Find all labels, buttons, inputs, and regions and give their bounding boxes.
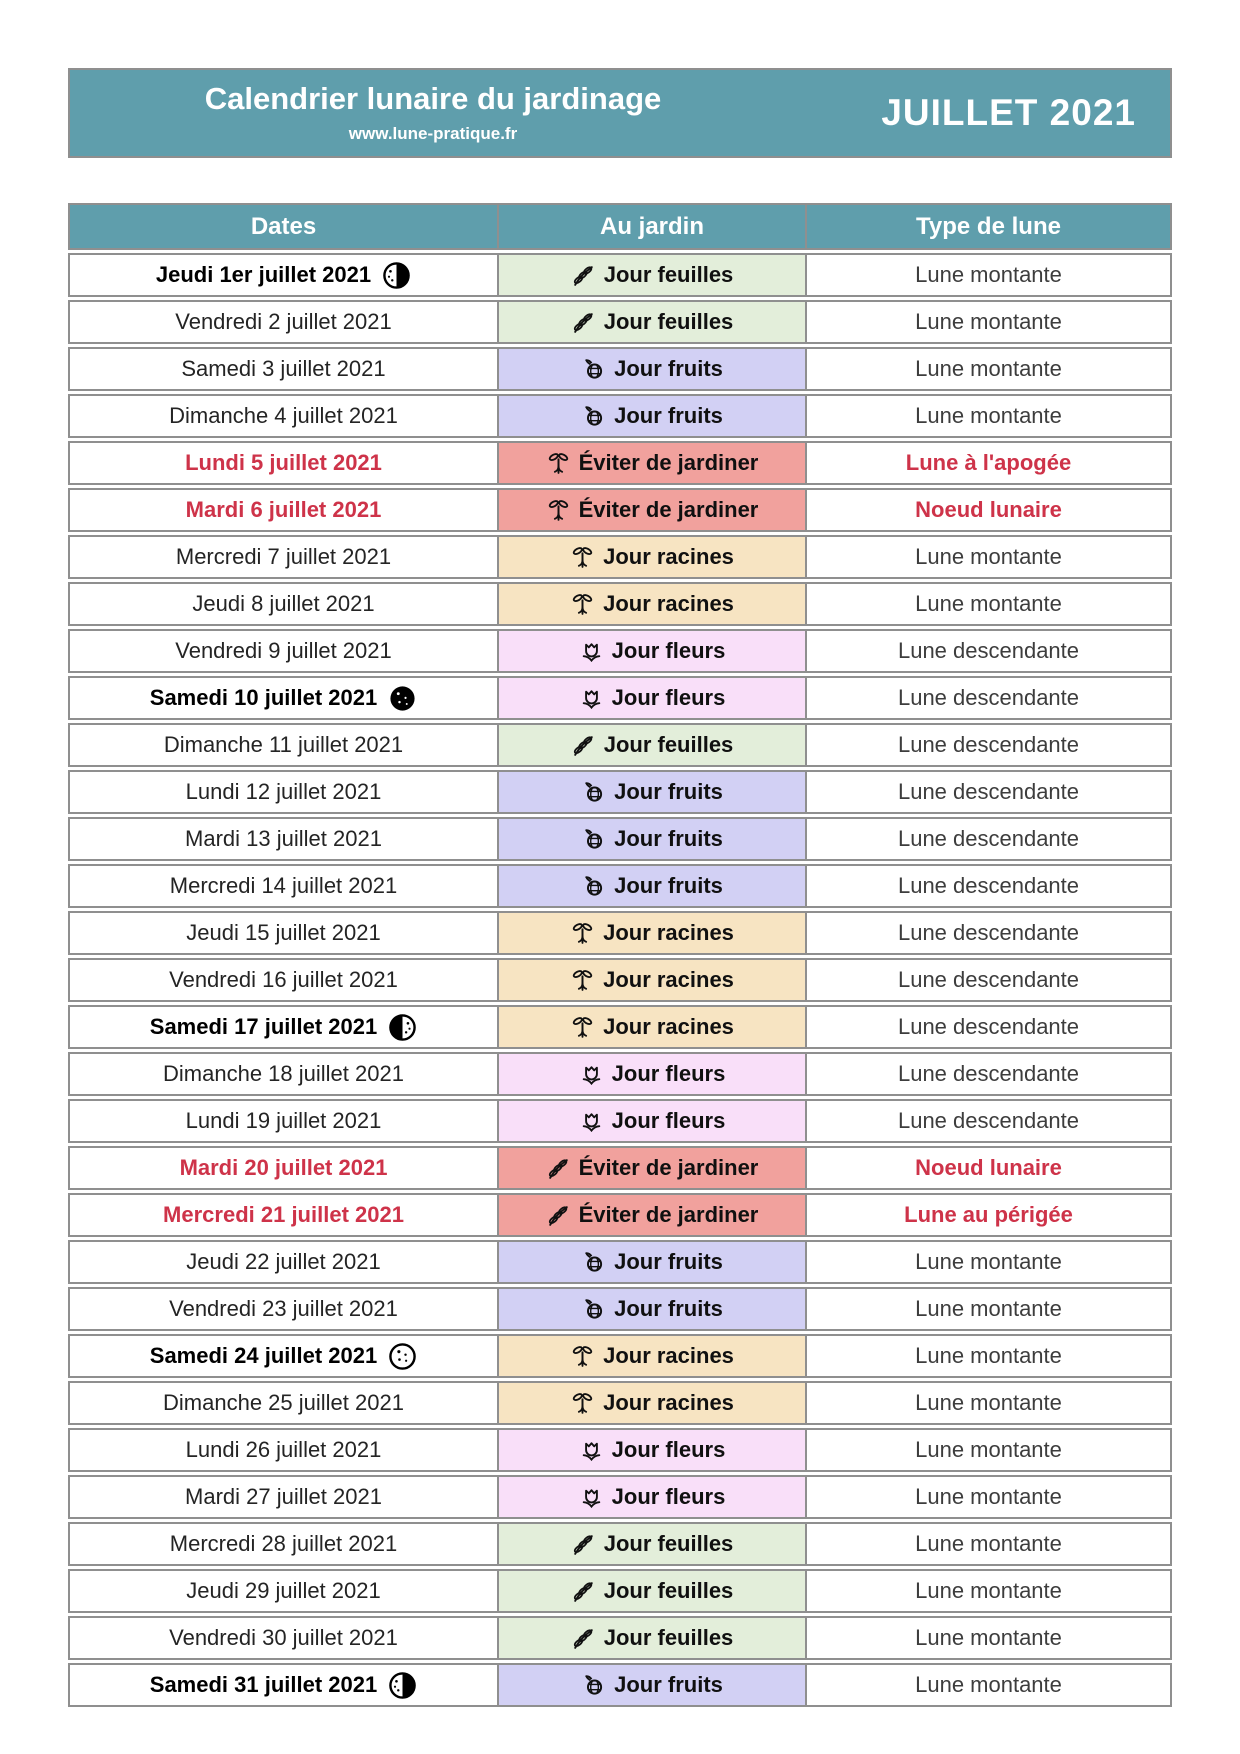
table-row xyxy=(68,958,1172,1002)
garden-label: Éviter de jardiner xyxy=(578,1155,759,1180)
garden-label: Jour racines xyxy=(603,1014,734,1039)
moon-type-label: Noeud lunaire xyxy=(915,1155,1062,1180)
garden-label: Jour fleurs xyxy=(611,638,726,663)
moon-type-cell xyxy=(807,1524,1170,1564)
garden-label: Éviter de jardiner xyxy=(578,1202,759,1227)
last-quarter-moon-icon xyxy=(382,261,411,290)
fruit-icon xyxy=(581,780,606,805)
date-label: Samedi 17 juillet 2021 xyxy=(149,1014,378,1039)
moon-type-cell xyxy=(807,490,1170,530)
garden-cell xyxy=(499,1054,807,1094)
garden-cell xyxy=(499,819,807,859)
date-cell xyxy=(70,772,499,812)
first-quarter-moon-icon xyxy=(388,1013,417,1042)
garden-label: Jour fleurs xyxy=(611,1108,726,1133)
moon-type-cell xyxy=(807,725,1170,765)
calendar-table xyxy=(68,203,1172,1707)
moon-type-cell xyxy=(807,913,1170,953)
table-row xyxy=(68,770,1172,814)
garden-label: Jour racines xyxy=(603,920,734,945)
table-row xyxy=(68,1334,1172,1378)
table-row xyxy=(68,394,1172,438)
moon-type-cell xyxy=(807,1665,1170,1705)
date-label: Vendredi 16 juillet 2021 xyxy=(169,967,398,992)
table-row xyxy=(68,1099,1172,1143)
full-moon-icon xyxy=(388,1342,417,1371)
date-cell xyxy=(70,1242,499,1282)
table-row xyxy=(68,864,1172,908)
new-moon-icon xyxy=(388,684,417,713)
garden-cell xyxy=(499,1477,807,1517)
leaves-icon xyxy=(571,263,596,288)
date-label: Mercredi 7 juillet 2021 xyxy=(175,544,392,569)
date-cell xyxy=(70,584,499,624)
table-row xyxy=(68,1522,1172,1566)
date-label: Jeudi 8 juillet 2021 xyxy=(192,591,375,616)
table-row xyxy=(68,1240,1172,1284)
date-label: Samedi 3 juillet 2021 xyxy=(181,356,386,381)
leaves-icon xyxy=(546,1203,571,1228)
column-header-jardin: Au jardin xyxy=(499,205,807,248)
garden-label: Jour fruits xyxy=(614,403,723,428)
moon-type-cell xyxy=(807,960,1170,1000)
date-cell xyxy=(70,1383,499,1423)
moon-type-cell xyxy=(807,1336,1170,1376)
table-header-row xyxy=(68,203,1172,250)
root-icon xyxy=(546,498,571,523)
fruit-icon xyxy=(581,827,606,852)
moon-type-label: Lune montante xyxy=(915,262,1062,287)
column-header-dates: Dates xyxy=(70,205,499,248)
table-row xyxy=(68,253,1172,297)
date-label: Dimanche 4 juillet 2021 xyxy=(169,403,398,428)
date-cell xyxy=(70,1101,499,1141)
garden-cell xyxy=(499,255,807,295)
table-row xyxy=(68,1569,1172,1613)
table-row xyxy=(68,1193,1172,1237)
table-row xyxy=(68,676,1172,720)
leaves-icon xyxy=(571,1532,596,1557)
date-cell xyxy=(70,1430,499,1470)
flower-icon xyxy=(579,1485,604,1510)
date-cell xyxy=(70,1524,499,1564)
date-label: Dimanche 18 juillet 2021 xyxy=(163,1061,404,1086)
garden-cell xyxy=(499,913,807,953)
flower-icon xyxy=(579,639,604,664)
moon-type-label: Lune montante xyxy=(915,403,1062,428)
table-row xyxy=(68,1616,1172,1660)
moon-type-cell xyxy=(807,772,1170,812)
date-cell xyxy=(70,678,499,718)
garden-label: Jour feuilles xyxy=(603,1625,734,1650)
garden-cell xyxy=(499,396,807,436)
date-cell xyxy=(70,1148,499,1188)
moon-type-label: Lune descendante xyxy=(897,779,1080,804)
garden-cell xyxy=(499,1007,807,1047)
moon-type-label: Lune montante xyxy=(915,1390,1062,1415)
garden-cell xyxy=(499,1101,807,1141)
garden-cell xyxy=(499,1571,807,1611)
fruit-icon xyxy=(581,357,606,382)
moon-type-label: Lune montante xyxy=(915,1672,1062,1697)
moon-type-cell xyxy=(807,255,1170,295)
moon-type-label: Lune montante xyxy=(915,1296,1062,1321)
month-label: JUILLET 2021 xyxy=(881,92,1136,133)
moon-type-cell xyxy=(807,302,1170,342)
table-row xyxy=(68,1428,1172,1472)
leaves-icon xyxy=(571,310,596,335)
date-cell xyxy=(70,396,499,436)
moon-type-label: Lune montante xyxy=(915,1343,1062,1368)
date-label: Samedi 31 juillet 2021 xyxy=(149,1672,378,1697)
moon-type-cell xyxy=(807,1618,1170,1658)
garden-cell xyxy=(499,678,807,718)
garden-cell xyxy=(499,1148,807,1188)
header-title-block xyxy=(70,82,796,143)
moon-type-label: Lune descendante xyxy=(897,873,1080,898)
moon-type-label: Lune descendante xyxy=(897,638,1080,663)
date-label: Lundi 12 juillet 2021 xyxy=(185,779,382,804)
moon-type-label: Lune descendante xyxy=(897,1108,1080,1133)
moon-type-cell xyxy=(807,537,1170,577)
date-cell xyxy=(70,349,499,389)
date-label: Dimanche 11 juillet 2021 xyxy=(163,732,404,757)
date-label: Lundi 19 juillet 2021 xyxy=(185,1108,382,1133)
date-cell xyxy=(70,302,499,342)
moon-type-cell xyxy=(807,1007,1170,1047)
fruit-icon xyxy=(581,874,606,899)
date-cell xyxy=(70,1571,499,1611)
garden-label: Jour racines xyxy=(603,967,734,992)
table-row xyxy=(68,1381,1172,1425)
date-label: Mercredi 21 juillet 2021 xyxy=(163,1202,404,1227)
date-label: Mercredi 14 juillet 2021 xyxy=(169,873,398,898)
date-cell xyxy=(70,1336,499,1376)
column-header-lune: Type de lune xyxy=(916,212,1061,240)
moon-type-label: Lune montante xyxy=(915,591,1062,616)
table-row xyxy=(68,1052,1172,1096)
moon-type-label: Lune montante xyxy=(915,309,1062,334)
garden-cell xyxy=(499,1524,807,1564)
moon-type-label: Noeud lunaire xyxy=(915,497,1062,522)
garden-label: Éviter de jardiner xyxy=(578,450,759,475)
leaves-icon xyxy=(571,733,596,758)
table-row xyxy=(68,1663,1172,1707)
date-label: Jeudi 22 juillet 2021 xyxy=(186,1249,381,1274)
leaves-icon xyxy=(546,1156,571,1181)
moon-type-label: Lune descendante xyxy=(897,685,1080,710)
leaves-icon xyxy=(571,1626,596,1651)
date-label: Vendredi 23 juillet 2021 xyxy=(169,1296,398,1321)
flower-icon xyxy=(579,1438,604,1463)
moon-type-cell xyxy=(807,1383,1170,1423)
header-banner xyxy=(68,68,1172,158)
moon-type-cell xyxy=(807,1195,1170,1235)
garden-label: Jour racines xyxy=(603,1390,734,1415)
table-row xyxy=(68,1005,1172,1049)
date-cell xyxy=(70,1618,499,1658)
date-label: Mardi 20 juillet 2021 xyxy=(179,1155,388,1180)
date-label: Dimanche 25 juillet 2021 xyxy=(163,1390,404,1415)
garden-cell xyxy=(499,1665,807,1705)
garden-cell xyxy=(499,1336,807,1376)
fruit-icon xyxy=(581,1297,606,1322)
table-row xyxy=(68,723,1172,767)
date-label: Mardi 6 juillet 2021 xyxy=(185,497,382,522)
moon-type-cell xyxy=(807,631,1170,671)
date-cell xyxy=(70,1289,499,1329)
date-label: Samedi 24 juillet 2021 xyxy=(149,1343,378,1368)
root-icon xyxy=(570,1391,595,1416)
garden-label: Jour racines xyxy=(603,544,734,569)
table-row xyxy=(68,488,1172,532)
date-cell xyxy=(70,631,499,671)
garden-label: Jour fleurs xyxy=(611,1484,726,1509)
date-cell xyxy=(70,913,499,953)
moon-type-cell xyxy=(807,443,1170,483)
root-icon xyxy=(546,451,571,476)
website-url: www.lune-pratique.fr xyxy=(348,123,518,143)
table-row xyxy=(68,582,1172,626)
date-label: Lundi 5 juillet 2021 xyxy=(185,450,382,475)
root-icon xyxy=(570,592,595,617)
moon-type-label: Lune montante xyxy=(915,1437,1062,1462)
moon-type-label: Lune montante xyxy=(915,356,1062,381)
moon-type-cell xyxy=(807,396,1170,436)
moon-type-label: Lune montante xyxy=(915,1625,1062,1650)
root-icon xyxy=(570,1015,595,1040)
table-row xyxy=(68,441,1172,485)
moon-type-label: Lune descendante xyxy=(897,732,1080,757)
date-cell xyxy=(70,819,499,859)
moon-type-cell xyxy=(807,866,1170,906)
garden-label: Jour fleurs xyxy=(611,1061,726,1086)
table-row xyxy=(68,1475,1172,1519)
moon-type-label: Lune montante xyxy=(915,1484,1062,1509)
garden-label: Jour fleurs xyxy=(611,1437,726,1462)
moon-type-cell xyxy=(807,1148,1170,1188)
garden-label: Jour racines xyxy=(603,591,734,616)
moon-type-label: Lune au périgée xyxy=(904,1202,1073,1227)
garden-cell xyxy=(499,725,807,765)
date-label: Vendredi 2 juillet 2021 xyxy=(175,309,392,334)
garden-cell xyxy=(499,349,807,389)
date-cell xyxy=(70,1665,499,1705)
date-cell xyxy=(70,443,499,483)
garden-label: Éviter de jardiner xyxy=(578,497,759,522)
moon-type-cell xyxy=(807,1430,1170,1470)
root-icon xyxy=(570,921,595,946)
garden-label: Jour fruits xyxy=(614,1249,723,1274)
date-cell xyxy=(70,1477,499,1517)
table-row xyxy=(68,1287,1172,1331)
garden-cell xyxy=(499,1195,807,1235)
moon-type-label: Lune descendante xyxy=(897,920,1080,945)
date-cell xyxy=(70,866,499,906)
garden-label: Jour fruits xyxy=(614,779,723,804)
page-title: Calendrier lunaire du jardinage xyxy=(204,81,662,117)
moon-type-cell xyxy=(807,819,1170,859)
moon-type-label: Lune à l'apogée xyxy=(905,450,1072,475)
moon-type-cell xyxy=(807,349,1170,389)
garden-label: Jour fruits xyxy=(614,826,723,851)
date-cell xyxy=(70,490,499,530)
moon-type-cell xyxy=(807,1242,1170,1282)
moon-type-label: Lune montante xyxy=(915,1578,1062,1603)
moon-type-cell xyxy=(807,1101,1170,1141)
flower-icon xyxy=(579,686,604,711)
garden-cell xyxy=(499,584,807,624)
table-row xyxy=(68,817,1172,861)
garden-cell xyxy=(499,772,807,812)
garden-label: Jour fruits xyxy=(614,873,723,898)
leaves-icon xyxy=(571,1579,596,1604)
garden-cell xyxy=(499,631,807,671)
garden-cell xyxy=(499,1383,807,1423)
garden-cell xyxy=(499,1618,807,1658)
garden-label: Jour fruits xyxy=(614,356,723,381)
moon-type-label: Lune montante xyxy=(915,1531,1062,1556)
garden-cell xyxy=(499,1242,807,1282)
garden-label: Jour feuilles xyxy=(603,1578,734,1603)
garden-cell xyxy=(499,1430,807,1470)
moon-type-label: Lune montante xyxy=(915,1249,1062,1274)
flower-icon xyxy=(579,1062,604,1087)
date-label: Lundi 26 juillet 2021 xyxy=(185,1437,382,1462)
moon-type-cell xyxy=(807,1054,1170,1094)
moon-type-cell xyxy=(807,1477,1170,1517)
garden-cell xyxy=(499,537,807,577)
flower-icon xyxy=(579,1109,604,1134)
date-label: Mardi 13 juillet 2021 xyxy=(185,826,382,851)
date-cell xyxy=(70,725,499,765)
date-cell xyxy=(70,1007,499,1047)
moon-type-label: Lune montante xyxy=(915,544,1062,569)
date-label: Jeudi 15 juillet 2021 xyxy=(186,920,381,945)
moon-type-cell xyxy=(807,584,1170,624)
table-row xyxy=(68,300,1172,344)
date-cell xyxy=(70,1195,499,1235)
garden-label: Jour racines xyxy=(603,1343,734,1368)
moon-type-cell xyxy=(807,678,1170,718)
root-icon xyxy=(570,545,595,570)
fruit-icon xyxy=(581,404,606,429)
root-icon xyxy=(570,1344,595,1369)
garden-label: Jour feuilles xyxy=(603,309,734,334)
date-label: Jeudi 1er juillet 2021 xyxy=(155,262,372,287)
moon-type-label: Lune descendante xyxy=(897,826,1080,851)
date-label: Jeudi 29 juillet 2021 xyxy=(186,1578,381,1603)
date-label: Mercredi 28 juillet 2021 xyxy=(169,1531,398,1556)
date-cell xyxy=(70,1054,499,1094)
moon-type-cell xyxy=(807,1571,1170,1611)
date-cell xyxy=(70,537,499,577)
table-row xyxy=(68,347,1172,391)
garden-cell xyxy=(499,490,807,530)
date-label: Vendredi 9 juillet 2021 xyxy=(175,638,392,663)
date-label: Vendredi 30 juillet 2021 xyxy=(169,1625,398,1650)
garden-cell xyxy=(499,443,807,483)
garden-cell xyxy=(499,866,807,906)
table-row xyxy=(68,629,1172,673)
date-cell xyxy=(70,960,499,1000)
table-row xyxy=(68,535,1172,579)
table-row xyxy=(68,1146,1172,1190)
date-cell xyxy=(70,255,499,295)
moon-type-label: Lune descendante xyxy=(897,1061,1080,1086)
garden-cell xyxy=(499,1289,807,1329)
moon-type-label: Lune descendante xyxy=(897,1014,1080,1039)
root-icon xyxy=(570,968,595,993)
date-label: Samedi 10 juillet 2021 xyxy=(149,685,378,710)
fruit-icon xyxy=(581,1250,606,1275)
garden-cell xyxy=(499,960,807,1000)
garden-label: Jour feuilles xyxy=(603,262,734,287)
moon-type-cell xyxy=(807,1289,1170,1329)
garden-label: Jour feuilles xyxy=(603,1531,734,1556)
last-quarter-moon-icon xyxy=(388,1671,417,1700)
garden-label: Jour fleurs xyxy=(611,685,726,710)
garden-label: Jour fruits xyxy=(614,1296,723,1321)
date-label: Mardi 27 juillet 2021 xyxy=(185,1484,382,1509)
table-body xyxy=(68,253,1172,1707)
moon-type-label: Lune descendante xyxy=(897,967,1080,992)
fruit-icon xyxy=(581,1673,606,1698)
garden-cell xyxy=(499,302,807,342)
garden-label: Jour fruits xyxy=(614,1672,723,1697)
table-row xyxy=(68,911,1172,955)
garden-label: Jour feuilles xyxy=(603,732,734,757)
